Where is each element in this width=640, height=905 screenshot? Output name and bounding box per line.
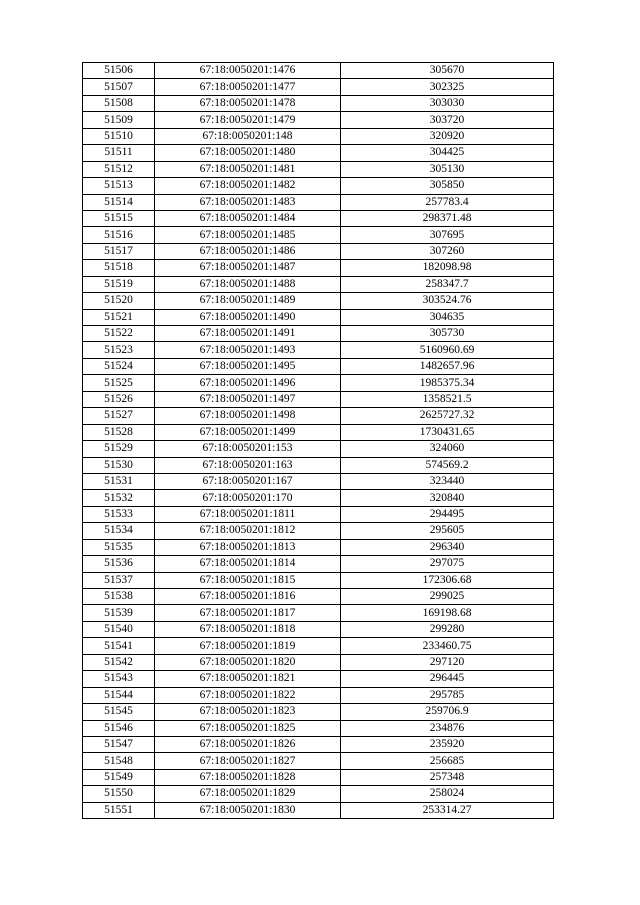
row-number-cell: 51524 xyxy=(83,358,155,374)
row-number-cell: 51538 xyxy=(83,589,155,605)
table-row xyxy=(83,490,554,506)
value-cell: 303030 xyxy=(341,95,554,111)
value-cell: 295785 xyxy=(341,687,554,703)
table-row xyxy=(83,589,554,605)
value-cell: 297120 xyxy=(341,654,554,670)
row-number-cell: 51545 xyxy=(83,704,155,720)
value-cell: 303720 xyxy=(341,112,554,128)
table-row xyxy=(83,391,554,407)
table-row xyxy=(83,506,554,522)
row-number-cell: 51533 xyxy=(83,506,155,522)
value-cell: 1730431.65 xyxy=(341,424,554,440)
cadastral-number-cell: 67:18:0050201:153 xyxy=(155,441,341,457)
value-cell: 257783.4 xyxy=(341,194,554,210)
table-row xyxy=(83,556,554,572)
table-row xyxy=(83,687,554,703)
value-cell: 296445 xyxy=(341,671,554,687)
row-number-cell: 51521 xyxy=(83,309,155,325)
value-cell: 253314.27 xyxy=(341,802,554,818)
table-row xyxy=(83,194,554,210)
cadastral-number-cell: 67:18:0050201:1822 xyxy=(155,687,341,703)
value-cell: 303524.76 xyxy=(341,293,554,309)
row-number-cell: 51514 xyxy=(83,194,155,210)
cadastral-number-cell: 67:18:0050201:1491 xyxy=(155,326,341,342)
value-cell: 1985375.34 xyxy=(341,375,554,391)
cadastral-number-cell: 67:18:0050201:1477 xyxy=(155,79,341,95)
cadastral-number-cell: 67:18:0050201:1478 xyxy=(155,95,341,111)
row-number-cell: 51526 xyxy=(83,391,155,407)
cadastral-number-cell: 67:18:0050201:1487 xyxy=(155,260,341,276)
value-cell: 299025 xyxy=(341,589,554,605)
table-row xyxy=(83,63,554,79)
cadastral-number-cell: 67:18:0050201:1827 xyxy=(155,753,341,769)
cadastral-number-cell: 67:18:0050201:1489 xyxy=(155,293,341,309)
cadastral-number-cell: 67:18:0050201:1817 xyxy=(155,605,341,621)
value-cell: 169198.68 xyxy=(341,605,554,621)
value-cell: 259706.9 xyxy=(341,704,554,720)
row-number-cell: 51540 xyxy=(83,621,155,637)
table-body xyxy=(83,63,554,819)
value-cell: 304635 xyxy=(341,309,554,325)
cadastral-number-cell: 67:18:0050201:1499 xyxy=(155,424,341,440)
value-cell: 257348 xyxy=(341,769,554,785)
table-row xyxy=(83,473,554,489)
table-row xyxy=(83,539,554,555)
value-cell: 323440 xyxy=(341,473,554,489)
cadastral-number-cell: 67:18:0050201:1485 xyxy=(155,227,341,243)
value-cell: 304425 xyxy=(341,145,554,161)
table-row xyxy=(83,326,554,342)
table-row xyxy=(83,95,554,111)
value-cell: 297075 xyxy=(341,556,554,572)
value-cell: 307260 xyxy=(341,243,554,259)
cadastral-number-cell: 67:18:0050201:1811 xyxy=(155,506,341,522)
row-number-cell: 51529 xyxy=(83,441,155,457)
row-number-cell: 51517 xyxy=(83,243,155,259)
value-cell: 299280 xyxy=(341,621,554,637)
cadastral-number-cell: 67:18:0050201:1497 xyxy=(155,391,341,407)
cadastral-number-cell: 67:18:0050201:1819 xyxy=(155,638,341,654)
row-number-cell: 51544 xyxy=(83,687,155,703)
cadastral-number-cell: 67:18:0050201:1815 xyxy=(155,572,341,588)
row-number-cell: 51532 xyxy=(83,490,155,506)
row-number-cell: 51541 xyxy=(83,638,155,654)
row-number-cell: 51539 xyxy=(83,605,155,621)
cadastral-number-cell: 67:18:0050201:1812 xyxy=(155,523,341,539)
value-cell: 305130 xyxy=(341,161,554,177)
table-row xyxy=(83,342,554,358)
cadastral-number-cell: 67:18:0050201:1830 xyxy=(155,802,341,818)
table-row xyxy=(83,769,554,785)
row-number-cell: 51507 xyxy=(83,79,155,95)
table-row xyxy=(83,671,554,687)
table-row xyxy=(83,79,554,95)
row-number-cell: 51520 xyxy=(83,293,155,309)
cadastral-number-cell: 67:18:0050201:170 xyxy=(155,490,341,506)
row-number-cell: 51543 xyxy=(83,671,155,687)
table-row xyxy=(83,161,554,177)
cadastral-number-cell: 67:18:0050201:1825 xyxy=(155,720,341,736)
cadastral-number-cell: 67:18:0050201:1484 xyxy=(155,210,341,226)
cadastral-number-cell: 67:18:0050201:1480 xyxy=(155,145,341,161)
cadastral-number-cell: 67:18:0050201:1828 xyxy=(155,769,341,785)
value-cell: 320920 xyxy=(341,128,554,144)
value-cell: 298371.48 xyxy=(341,210,554,226)
table-row xyxy=(83,736,554,752)
cadastral-number-cell: 67:18:0050201:167 xyxy=(155,473,341,489)
table-row xyxy=(83,178,554,194)
row-number-cell: 51513 xyxy=(83,178,155,194)
value-cell: 256685 xyxy=(341,753,554,769)
cadastral-number-cell: 67:18:0050201:1479 xyxy=(155,112,341,128)
row-number-cell: 51516 xyxy=(83,227,155,243)
table-row xyxy=(83,424,554,440)
value-cell: 258347.7 xyxy=(341,276,554,292)
value-cell: 2625727.32 xyxy=(341,408,554,424)
table-row xyxy=(83,802,554,818)
row-number-cell: 51546 xyxy=(83,720,155,736)
cadastral-number-cell: 67:18:0050201:1496 xyxy=(155,375,341,391)
row-number-cell: 51542 xyxy=(83,654,155,670)
table-row xyxy=(83,210,554,226)
value-cell: 1358521.5 xyxy=(341,391,554,407)
cadastral-number-cell: 67:18:0050201:1476 xyxy=(155,63,341,79)
table-row xyxy=(83,786,554,802)
row-number-cell: 51551 xyxy=(83,802,155,818)
value-cell: 307695 xyxy=(341,227,554,243)
row-number-cell: 51547 xyxy=(83,736,155,752)
row-number-cell: 51525 xyxy=(83,375,155,391)
table-row xyxy=(83,293,554,309)
value-cell: 258024 xyxy=(341,786,554,802)
cadastral-number-cell: 67:18:0050201:1490 xyxy=(155,309,341,325)
value-cell: 296340 xyxy=(341,539,554,555)
row-number-cell: 51512 xyxy=(83,161,155,177)
value-cell: 305670 xyxy=(341,63,554,79)
value-cell: 234876 xyxy=(341,720,554,736)
table-row xyxy=(83,309,554,325)
cadastral-value-table xyxy=(82,62,554,819)
value-cell: 5160960.69 xyxy=(341,342,554,358)
row-number-cell: 51531 xyxy=(83,473,155,489)
cadastral-number-cell: 67:18:0050201:148 xyxy=(155,128,341,144)
cadastral-number-cell: 67:18:0050201:1816 xyxy=(155,589,341,605)
row-number-cell: 51509 xyxy=(83,112,155,128)
cadastral-number-cell: 67:18:0050201:1482 xyxy=(155,178,341,194)
cadastral-number-cell: 67:18:0050201:1493 xyxy=(155,342,341,358)
value-cell: 172306.68 xyxy=(341,572,554,588)
cadastral-number-cell: 67:18:0050201:1818 xyxy=(155,621,341,637)
value-cell: 295605 xyxy=(341,523,554,539)
table-row xyxy=(83,441,554,457)
cadastral-number-cell: 67:18:0050201:1813 xyxy=(155,539,341,555)
cadastral-number-cell: 67:18:0050201:1483 xyxy=(155,194,341,210)
table-row xyxy=(83,523,554,539)
table-row xyxy=(83,753,554,769)
value-cell: 235920 xyxy=(341,736,554,752)
row-number-cell: 51508 xyxy=(83,95,155,111)
cadastral-number-cell: 67:18:0050201:1495 xyxy=(155,358,341,374)
row-number-cell: 51534 xyxy=(83,523,155,539)
row-number-cell: 51510 xyxy=(83,128,155,144)
cadastral-number-cell: 67:18:0050201:1481 xyxy=(155,161,341,177)
cadastral-number-cell: 67:18:0050201:1488 xyxy=(155,276,341,292)
value-cell: 305730 xyxy=(341,326,554,342)
value-cell: 233460.75 xyxy=(341,638,554,654)
cadastral-number-cell: 67:18:0050201:1814 xyxy=(155,556,341,572)
table-row xyxy=(83,358,554,374)
value-cell: 324060 xyxy=(341,441,554,457)
row-number-cell: 51515 xyxy=(83,210,155,226)
table-row xyxy=(83,227,554,243)
cadastral-number-cell: 67:18:0050201:1826 xyxy=(155,736,341,752)
cadastral-number-cell: 67:18:0050201:1486 xyxy=(155,243,341,259)
row-number-cell: 51528 xyxy=(83,424,155,440)
row-number-cell: 51548 xyxy=(83,753,155,769)
value-cell: 320840 xyxy=(341,490,554,506)
value-cell: 182098.98 xyxy=(341,260,554,276)
table-row xyxy=(83,276,554,292)
row-number-cell: 51550 xyxy=(83,786,155,802)
value-cell: 302325 xyxy=(341,79,554,95)
table-row xyxy=(83,243,554,259)
row-number-cell: 51522 xyxy=(83,326,155,342)
row-number-cell: 51511 xyxy=(83,145,155,161)
value-cell: 574569.2 xyxy=(341,457,554,473)
value-cell: 305850 xyxy=(341,178,554,194)
cadastral-number-cell: 67:18:0050201:1829 xyxy=(155,786,341,802)
row-number-cell: 51549 xyxy=(83,769,155,785)
row-number-cell: 51537 xyxy=(83,572,155,588)
table-row xyxy=(83,112,554,128)
value-cell: 294495 xyxy=(341,506,554,522)
row-number-cell: 51506 xyxy=(83,63,155,79)
row-number-cell: 51518 xyxy=(83,260,155,276)
row-number-cell: 51535 xyxy=(83,539,155,555)
table-row xyxy=(83,128,554,144)
table-row xyxy=(83,572,554,588)
row-number-cell: 51519 xyxy=(83,276,155,292)
table-row xyxy=(83,621,554,637)
table-row xyxy=(83,654,554,670)
cadastral-number-cell: 67:18:0050201:1823 xyxy=(155,704,341,720)
cadastral-number-cell: 67:18:0050201:1821 xyxy=(155,671,341,687)
table-row xyxy=(83,145,554,161)
row-number-cell: 51530 xyxy=(83,457,155,473)
cadastral-number-cell: 67:18:0050201:1820 xyxy=(155,654,341,670)
row-number-cell: 51536 xyxy=(83,556,155,572)
table-row xyxy=(83,720,554,736)
cadastral-number-cell: 67:18:0050201:163 xyxy=(155,457,341,473)
value-cell: 1482657.96 xyxy=(341,358,554,374)
table-row xyxy=(83,260,554,276)
table-row xyxy=(83,605,554,621)
table-row xyxy=(83,457,554,473)
row-number-cell: 51527 xyxy=(83,408,155,424)
table-row xyxy=(83,638,554,654)
cadastral-number-cell: 67:18:0050201:1498 xyxy=(155,408,341,424)
table-row xyxy=(83,408,554,424)
table-row xyxy=(83,375,554,391)
table-row xyxy=(83,704,554,720)
row-number-cell: 51523 xyxy=(83,342,155,358)
